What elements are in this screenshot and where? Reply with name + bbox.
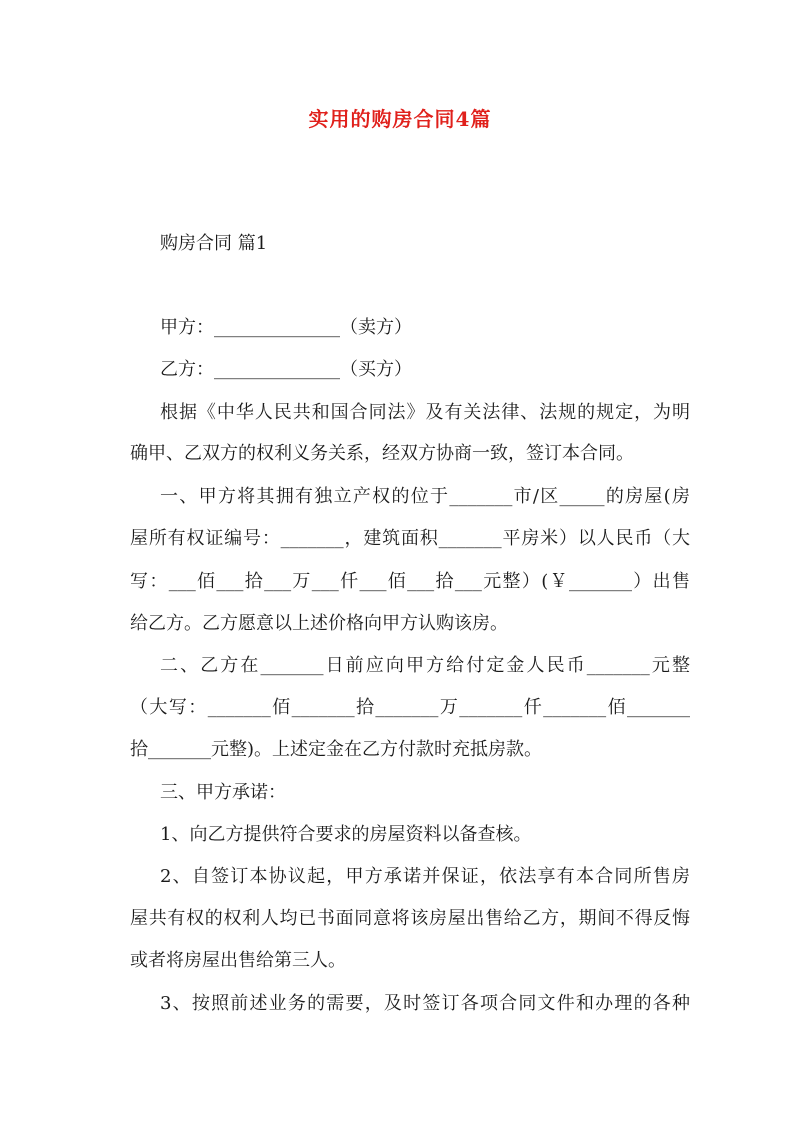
document-title: 实用的购房合同4篇: [308, 107, 492, 131]
section-heading: 购房合同 篇1: [160, 233, 268, 254]
paragraph-line: 写：___佰___拾___万___仟___佰___拾___元整）(￥_______）出售: [130, 571, 690, 592]
paragraph-line: 或者将房屋出售给第三人。: [130, 950, 346, 971]
paragraph-line: 根据《中华人民共和国合同法》及有关法律、法规的规定，为明: [160, 402, 690, 423]
paragraph-line: 拾_______元整)。上述定金在乙方付款时充抵房款。: [130, 739, 543, 760]
paragraph-line: 屋所有权证编号：_______，建筑面积_______平房米）以人民币（大: [130, 528, 690, 549]
paragraph-line: 二、乙方在_______日前应向甲方给付定金人民币_______元整: [160, 655, 690, 676]
party-a-line: 甲方：______________（卖方）: [160, 317, 412, 338]
list-item: 2、自签订本协议起，甲方承诺并保证，依法享有本合同所售房: [160, 866, 690, 887]
party-b-line: 乙方：______________（买方）: [160, 359, 412, 380]
list-item: 3、按照前述业务的需要，及时签订各项合同文件和办理的各种: [160, 993, 690, 1014]
paragraph-line: 给乙方。乙方愿意以上述价格向甲方认购该房。: [130, 613, 508, 634]
paragraph-line: （大写：_______佰_______拾_______万_______仟_______佰_______: [130, 697, 690, 718]
clause-heading: 三、甲方承诺：: [160, 782, 286, 803]
paragraph-line: 屋共有权的权利人均已书面同意将该房屋出售给乙方，期间不得反悔: [130, 908, 690, 929]
list-item: 1、向乙方提供符合要求的房屋资料以备查核。: [160, 824, 532, 845]
paragraph-line: 一、甲方将其拥有独立产权的位于_______市/区_____的房屋(房: [160, 486, 690, 507]
paragraph-line: 确甲、乙双方的权利义务关系，经双方协商一致，签订本合同。: [130, 443, 634, 464]
